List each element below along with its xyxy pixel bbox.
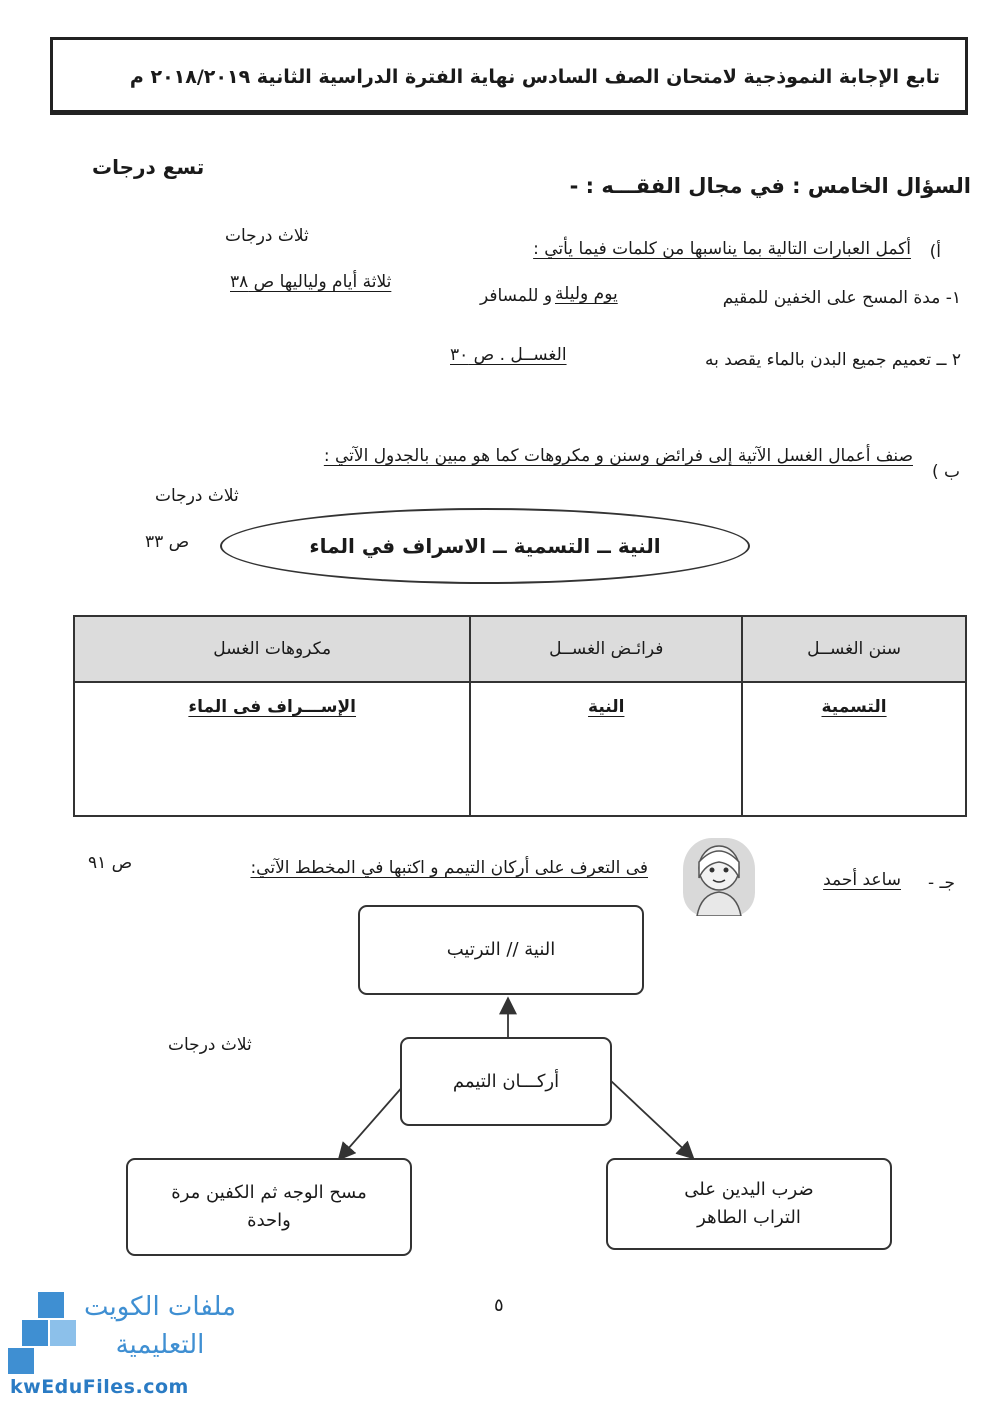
oval-text: النية ــ التسمية ــ الاسراف في الماء xyxy=(309,534,661,558)
part-c-helper: ساعد أحمد xyxy=(823,870,901,890)
part-a-item1-answer1: يوم وليلة xyxy=(555,284,618,304)
top-box-text: النية // الترتيب xyxy=(446,939,556,961)
part-c-marks: ثلاث درجات xyxy=(168,1035,252,1055)
diagram-top-box xyxy=(358,905,644,995)
part-a-instruction: أكمل العبارات التالية بما يناسبها من كلمات فيما يأتي : xyxy=(533,239,911,259)
part-a-label: أ) xyxy=(929,242,941,262)
part-b-label: ب ) xyxy=(931,462,960,482)
answer-faraid: النية xyxy=(588,697,625,717)
part-a-item1-mid: و للمسافر xyxy=(480,286,553,306)
part-a-marks: ثلاث درجات xyxy=(225,226,309,246)
center-box-text: أركـــان التيمم xyxy=(452,1070,560,1092)
part-c-instruction: فى التعرف على أركان التيمم و اكتبها في المخطط الآتي: xyxy=(250,858,648,878)
watermark-url: kwEduFiles.com xyxy=(10,1376,189,1398)
header-faraid: فرائـض الغســل xyxy=(470,616,742,682)
right-box-text: ضرب اليدين على التراب الطاهر xyxy=(684,1179,814,1228)
part-b-marks: ثلاث درجات xyxy=(155,486,239,506)
part-b-instruction: صنف أعمال الغسل الآتية إلى فرائض وسنن و مكروهات كما هو مبين بالجدول الآتي : xyxy=(323,446,913,466)
left-box-text: مسح الوجه ثم الكفين مرة واحدة xyxy=(171,1182,367,1231)
part-a-item1-answer2: ثلاثة أيام ولياليها ص ٣٨ xyxy=(230,272,392,292)
part-b-page-ref: ص ٣٣ xyxy=(145,532,190,552)
question-title: السؤال الخامس : في مجال الفقـــه : - xyxy=(569,174,971,198)
header-makruhat: مكروهات الغسل xyxy=(74,616,470,682)
part-c-page-ref: ص ٩١ xyxy=(88,853,133,873)
part-c-label: جـ - xyxy=(927,873,955,893)
diagram-right-box xyxy=(606,1158,892,1250)
answer-makruhat: الإســـراف فى الماء xyxy=(188,697,357,717)
answer-sunan: التسمية xyxy=(821,697,887,717)
part-a-item1-prefix: ١- مدة المسح على الخفين للمقيم xyxy=(722,288,961,308)
diagram-center-box xyxy=(400,1037,612,1126)
header-title: تابع الإجابة النموذجية لامتحان الصف السادس نهاية الفترة الدراسية الثانية ٢٠١٨/٢٠١٩ م xyxy=(129,66,940,88)
part-a-item2-prefix: ٢ ــ تعميم جميع البدن بالماء يقصد به xyxy=(704,350,961,370)
page-number: ٥ xyxy=(494,1295,504,1316)
watermark-subtitle: التعليمية xyxy=(115,1330,205,1360)
question-total-marks: تسع درجات xyxy=(92,155,205,179)
part-a-item2-answer: الغســل . ص ٣٠ xyxy=(450,345,567,365)
kwedufiles-logo-icon xyxy=(8,1290,80,1378)
diagram-left-box xyxy=(126,1158,412,1256)
watermark-title: ملفات الكويت xyxy=(83,1292,237,1322)
header-sunan: سنن الغســل xyxy=(742,616,966,682)
